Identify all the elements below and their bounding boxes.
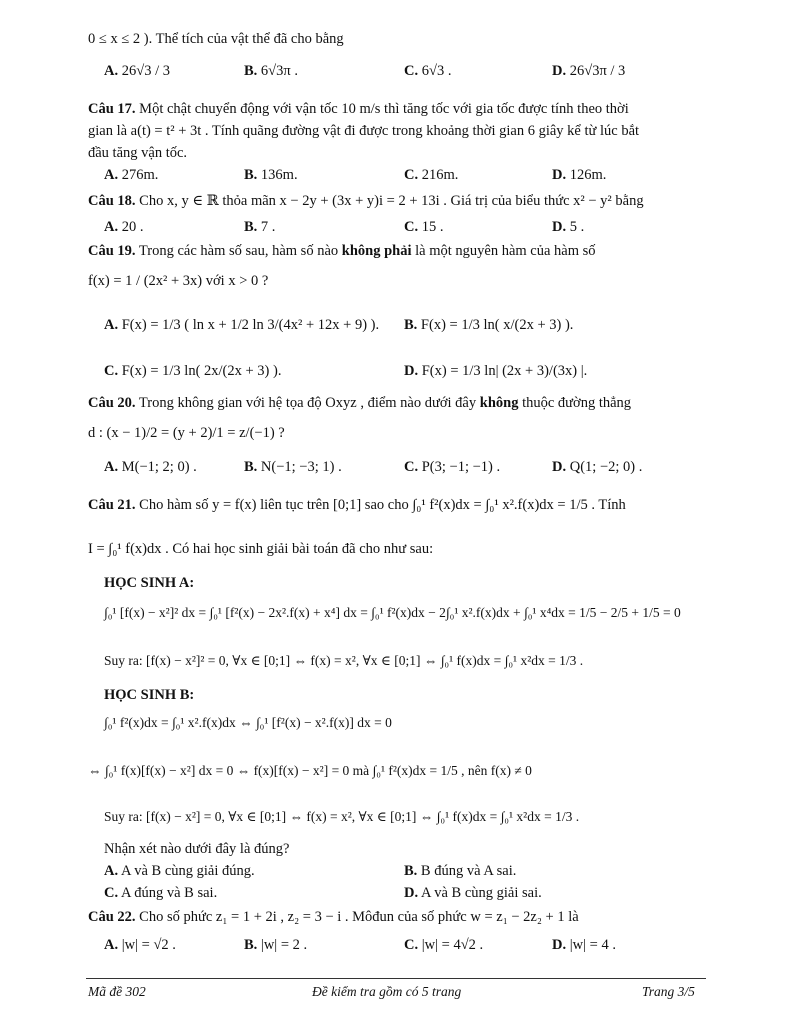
- q18-option-b: B. 7 .: [244, 219, 276, 235]
- student-b-title: HỌC SINH B:: [104, 687, 195, 703]
- footer-page-number: Trang 3/5: [642, 984, 695, 999]
- q21-line-2: I = ∫₀¹ f(x)dx . Có hai học sinh giải bài toán đã cho như sau:: [88, 541, 434, 557]
- q20-line-2: d : (x − 1)/2 = (y + 2)/1 = z/(−1) ?: [88, 425, 285, 441]
- student-b-line-3: Suy ra: [f(x) − x²] = 0, ∀x ∈ [0;1] ⇔ f(x) = x², ∀x ∈ [0;1] ⇔ ∫₀¹ f(x)dx = ∫₀¹ x²dx = 1/3 .: [104, 809, 580, 824]
- q21-line-1: Câu 21. Cho hàm số y = f(x) liên tục trên [0;1] sao cho ∫₀¹ f²(x)dx = ∫₀¹ x².f(x)dx = 1/5 . Tính: [88, 497, 626, 513]
- q18-option-c: C. 15 .: [404, 219, 444, 235]
- q22-option-b: B. |w| = 2 .: [244, 937, 308, 953]
- q20-line-1: Câu 20. Trong không gian với hệ tọa độ Oxyz , điểm nào dưới đây không thuộc đường thẳng: [88, 395, 632, 411]
- q20-option-a: A. M(−1; 2; 0) .: [104, 459, 197, 475]
- student-a-line-1: ∫₀¹ [f(x) − x²]² dx = ∫₀¹ [f²(x) − 2x².f(x) + x⁴] dx = ∫₀¹ f²(x)dx − 2∫₀¹ x².f(x)dx + ∫₀¹ x⁴dx = 1/5 − 2/5 + 1/5 = 0: [104, 605, 681, 620]
- q20-option-c: C. P(3; −1; −1) .: [404, 459, 501, 475]
- q21-option-d: D. A và B cùng giải sai.: [404, 885, 542, 901]
- q22-line-1: Câu 22. Cho số phức z₁ = 1 + 2i , z₂ = 3 − i . Môđun của số phức w = z₁ − 2z₂ + 1 là: [88, 909, 579, 925]
- q17-line-2: gian là a(t) = t² + 3t . Tính quãng đường vật đi được trong khoảng thời gian 6 giây kể từ lúc bắt: [88, 123, 640, 139]
- q17-line-3: đầu tăng vận tốc.: [88, 145, 188, 161]
- q17-option-a: A. 276m.: [104, 167, 159, 183]
- student-b-line-2: ⇔ ∫₀¹ f(x)[f(x) − x²] dx = 0 ⇔ f(x)[f(x) − x²] = 0 mà ∫₀¹ f²(x)dx = 1/5 , nên f(x) ≠ 0: [88, 763, 532, 778]
- footer-exam-code: Mã đề 302: [88, 984, 146, 999]
- q16-option-c: C. 6√3 .: [404, 63, 452, 79]
- q17-line-1: Câu 17. Một chật chuyển động với vận tốc 10 m/s thì tăng tốc với gia tốc được tính theo thời: [88, 101, 629, 117]
- q18-option-a: A. 20 .: [104, 219, 144, 235]
- student-b-line-1: ∫₀¹ f²(x)dx = ∫₀¹ x².f(x)dx ⇔ ∫₀¹ [f²(x) − x².f(x)] dx = 0: [104, 715, 392, 730]
- q19-option-d: D. F(x) = 1/3 ln| (2x + 3)/(3x) |.: [404, 363, 588, 379]
- student-a-line-2: Suy ra: [f(x) − x²]² = 0, ∀x ∈ [0;1] ⇔ f(x) = x², ∀x ∈ [0;1] ⇔ ∫₀¹ f(x)dx = ∫₀¹ x²dx = 1/3 .: [104, 653, 584, 668]
- q18-line-1: Câu 18. Cho x, y ∈ ℝ thỏa mãn x − 2y + (3x + y)i = 2 + 13i . Giá trị của biểu thức x² − y² bằng: [88, 193, 644, 209]
- q20-option-d: D. Q(1; −2; 0) .: [552, 459, 643, 475]
- q19-option-b: B. F(x) = 1/3 ln( x/(2x + 3) ).: [404, 317, 574, 333]
- q22-option-c: C. |w| = 4√2 .: [404, 937, 484, 953]
- q16-option-a: A. 26√3 / 3: [104, 63, 170, 79]
- q22-option-a: A. |w| = √2 .: [104, 937, 176, 953]
- q19-line-1: Câu 19. Trong các hàm số sau, hàm số nào không phải là một nguyên hàm của hàm số: [88, 243, 596, 259]
- q17-option-c: C. 216m.: [404, 167, 459, 183]
- q22-option-d: D. |w| = 4 .: [552, 937, 616, 953]
- footer-divider: [86, 978, 706, 979]
- q19-option-a: A. F(x) = 1/3 ( ln x + 1/2 ln 3/(4x² + 12x + 9) ).: [104, 317, 380, 333]
- q16-option-b: B. 6√3π .: [244, 63, 298, 79]
- footer-center-note: Đề kiểm tra gồm có 5 trang: [312, 984, 462, 999]
- q20-option-b: B. N(−1; −3; 1) .: [244, 459, 342, 475]
- student-a-title: HỌC SINH A:: [104, 575, 195, 591]
- q19-option-c: C. F(x) = 1/3 ln( 2x/(2x + 3) ).: [104, 363, 282, 379]
- q21-option-b: B. B đúng và A sai.: [404, 863, 517, 879]
- q21-option-a: A. A và B cùng giải đúng.: [104, 863, 255, 879]
- q16-tail: 0 ≤ x ≤ 2 ). Thể tích của vật thể đã cho bằng: [88, 31, 344, 47]
- q18-option-d: D. 5 .: [552, 219, 585, 235]
- q17-option-b: B. 136m.: [244, 167, 298, 183]
- q17-option-d: D. 126m.: [552, 167, 607, 183]
- q16-option-d: D. 26√3π / 3: [552, 63, 626, 79]
- q21-option-c: C. A đúng và B sai.: [104, 885, 218, 901]
- q21-question: Nhận xét nào dưới đây là đúng?: [104, 841, 290, 857]
- q19-line-2: f(x) = 1 / (2x² + 3x) với x > 0 ?: [88, 273, 269, 289]
